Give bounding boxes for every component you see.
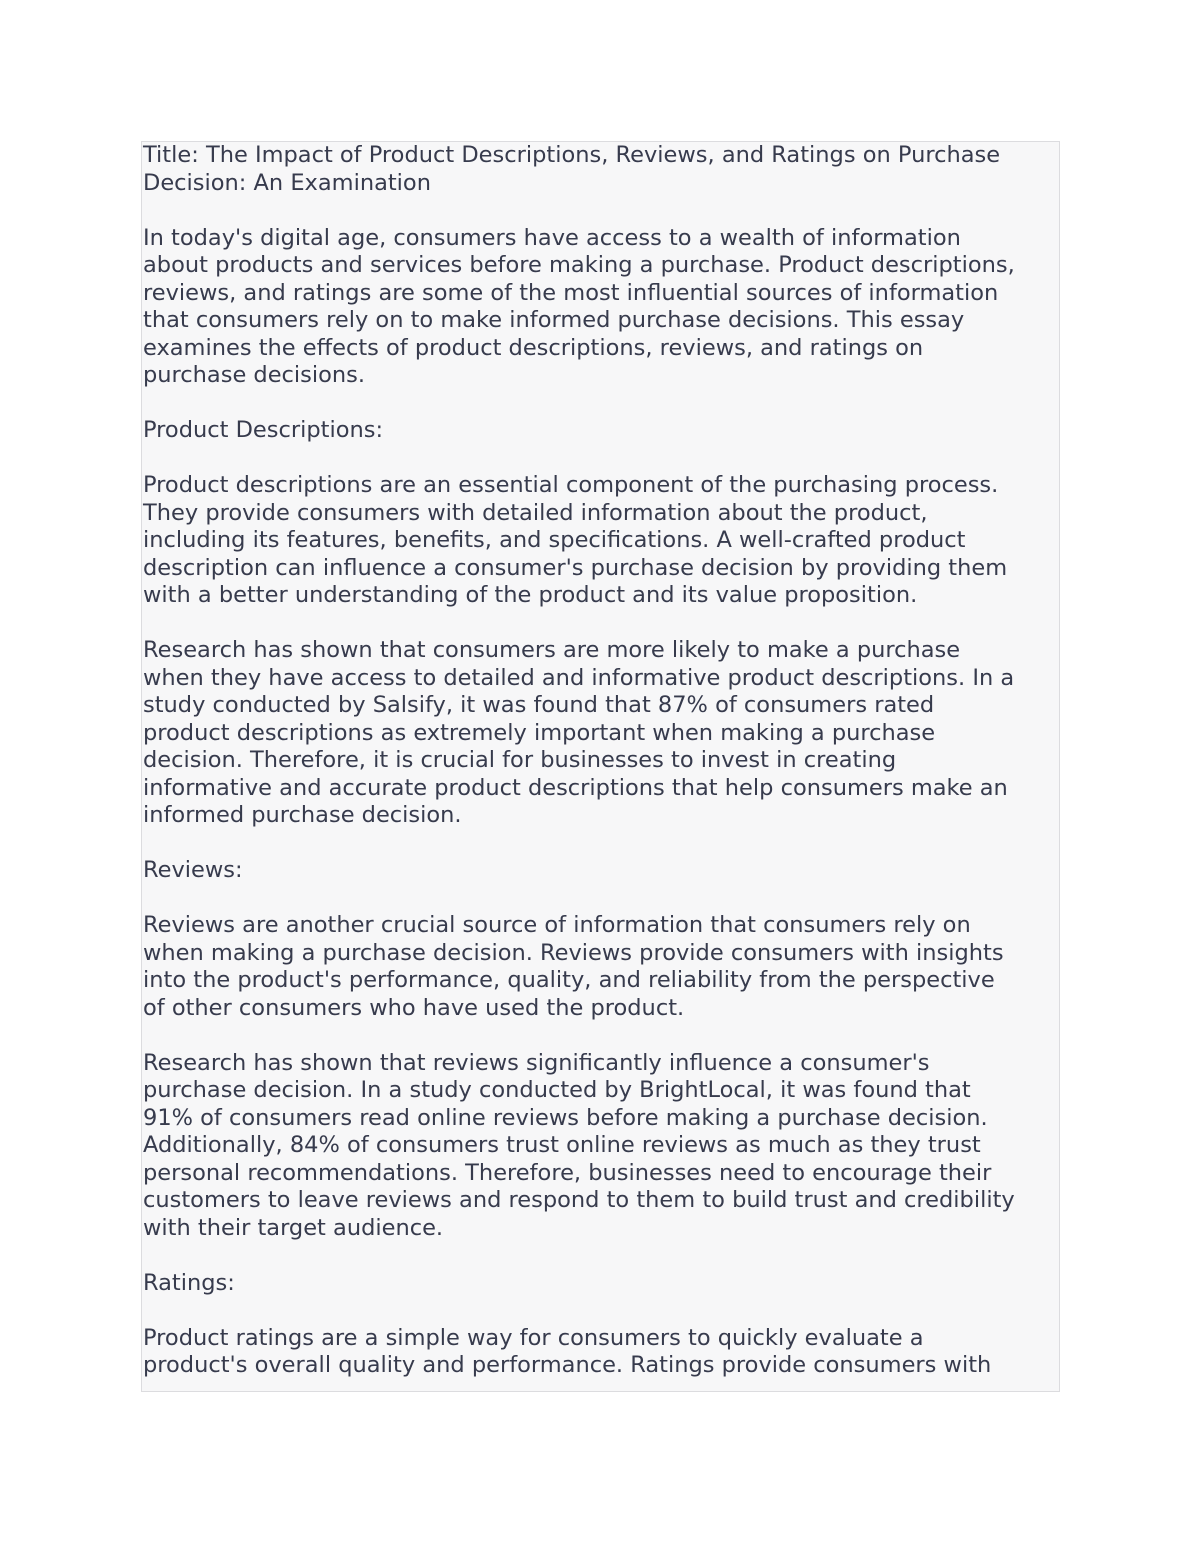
document-text: Title: The Impact of Product Descriptions, Reviews, and Ratings on Purchase Decision: An Examination In today's digital age, consumers have access to a wealth of information about products and services before making a purchase. Product descriptions, reviews, and ratings are some of the most influential sources of information that consumers rely on to make informed purchase decisions. This essay examines the effects of product descriptions, reviews, and ratings on purchase decisions. Product Descriptions: Product descriptions are an essential component of the purchasing process. They provide consumers with detailed information about the product, including its features, benefits, and specifications. A well-crafted product description can influence a consumer's purchase decision by providing them with a better understanding of the product and its value proposition. Research has shown that consumers are more likely to make a purchase when they have access to detailed and informative product descriptions. In a study conducted by Salsify, it was found that 87% of consumers rated product descriptions as extremely important when making a purchase decision. Therefore, it is crucial for businesses to invest in creating informative and accurate product descriptions that help consumers make an informed purchase decision. Reviews: Reviews are another crucial source of information that consumers rely on when making a purchase decision. Reviews provide consumers with insights into the product's performance, quality, and reliability from the perspective of other consumers who have used the product. Research has shown that reviews significantly influence a consumer's purchase decision. In a study conducted by BrightLocal, it was found that 91% of consumers read online reviews before making a purchase decision. Additionally, 84% of consumers trust online reviews as much as they trust personal recommendations. Therefore, businesses need to encourage their customers to leave reviews and respond to them to build trust and credibility with their target audience. Ratings: Product ratings are a simple way for consumers to quickly evaluate a product's overall quality and performance. Ratings provide consumers with [143,142,1015,1378]
text-content-box [141,141,1060,1392]
